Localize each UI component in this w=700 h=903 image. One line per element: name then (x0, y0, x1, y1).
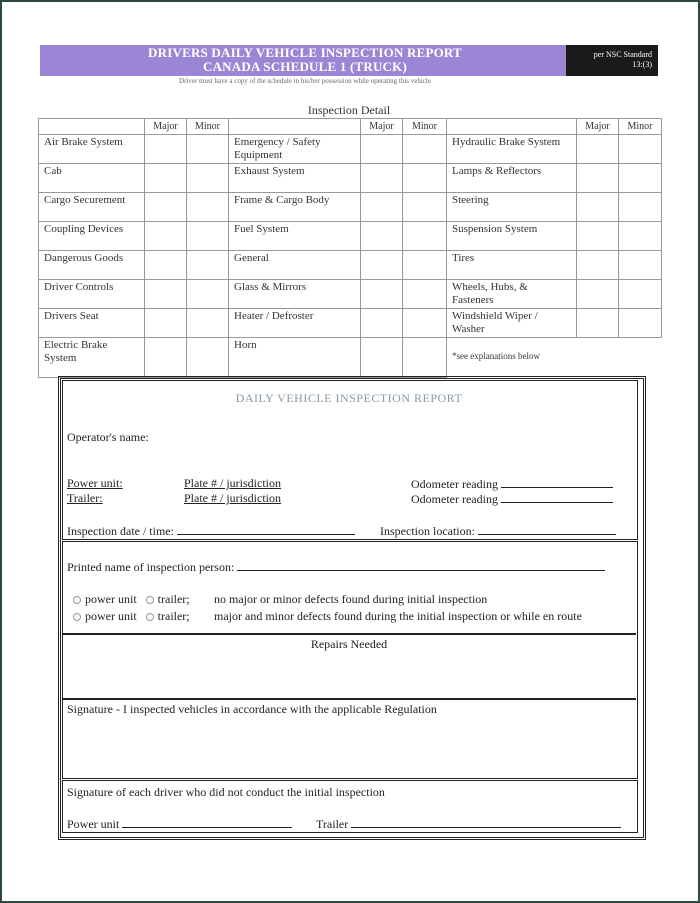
minor-checkbox[interactable] (619, 309, 662, 338)
minor-checkbox[interactable] (403, 309, 447, 338)
header-minor: Minor (403, 119, 447, 135)
table-row (39, 280, 662, 309)
item-label: Tires (447, 251, 577, 280)
option-no-defects[interactable] (73, 592, 190, 606)
minor-checkbox[interactable] (403, 135, 447, 164)
odometer-label: Odometer reading (411, 477, 498, 491)
item-label: Heater / Defroster (229, 309, 361, 338)
option-defects-found-text: major and minor defects found during the initial inspection or while en route (214, 609, 582, 623)
odometer-blank (501, 476, 613, 488)
item-label: Drivers Seat (39, 309, 145, 338)
divider (62, 633, 636, 635)
trailer-odometer-field[interactable] (411, 491, 613, 506)
trailer-radio[interactable] (146, 596, 154, 604)
minor-checkbox[interactable] (187, 338, 229, 378)
table-row (39, 193, 662, 222)
repairs-needed-label: Repairs Needed (310, 637, 388, 651)
item-label: Windshield Wiper / Washer (447, 309, 577, 338)
major-checkbox[interactable] (577, 222, 619, 251)
location-blank (478, 523, 616, 535)
inspection-location-field[interactable] (380, 523, 616, 538)
odometer-blank (501, 491, 613, 503)
major-checkbox[interactable] (577, 309, 619, 338)
major-checkbox[interactable] (145, 193, 187, 222)
option-trailer-label: trailer; (157, 609, 190, 623)
minor-checkbox[interactable] (403, 193, 447, 222)
trailer-footer-label: Trailer (316, 817, 349, 831)
header-major: Major (145, 119, 187, 135)
odometer-label: Odometer reading (411, 492, 498, 506)
major-checkbox[interactable] (361, 280, 403, 309)
trailer-label: Trailer: (67, 491, 103, 505)
major-checkbox[interactable] (145, 309, 187, 338)
divider (62, 698, 636, 700)
form-title: DAILY VEHICLE INSPECTION REPORT (235, 391, 463, 405)
minor-checkbox[interactable] (187, 280, 229, 309)
printed-name-blank (237, 559, 605, 571)
standard-line1: per NSC Standard (593, 50, 652, 59)
date-blank (177, 523, 355, 535)
minor-checkbox[interactable] (619, 164, 662, 193)
header-cell (447, 119, 577, 135)
header-minor: Minor (619, 119, 662, 135)
inspection-detail-table (38, 118, 662, 378)
minor-checkbox[interactable] (403, 338, 447, 378)
option-power-unit-label: power unit (85, 609, 137, 623)
minor-checkbox[interactable] (619, 222, 662, 251)
item-label: General (229, 251, 361, 280)
minor-checkbox[interactable] (619, 135, 662, 164)
item-label: Frame & Cargo Body (229, 193, 361, 222)
major-checkbox[interactable] (145, 135, 187, 164)
signature-label: Signature - I inspected vehicles in accordance with the applicable Regulation (67, 702, 437, 716)
header-cell (39, 119, 145, 135)
minor-checkbox[interactable] (187, 222, 229, 251)
header-title-line1: DRIVERS DAILY VEHICLE INSPECTION REPORT (148, 45, 462, 60)
header-minor: Minor (187, 119, 229, 135)
table-row (39, 251, 662, 280)
header-subnote: Driver must have a copy of the schedule in his/her possession while operating this vehicle (179, 77, 431, 85)
item-label: Coupling Devices (39, 222, 145, 251)
major-checkbox[interactable] (145, 280, 187, 309)
report-header (40, 45, 658, 76)
major-checkbox[interactable] (361, 309, 403, 338)
inspection-date-field[interactable] (67, 523, 355, 538)
trailer-plate-field[interactable]: Plate # / jurisdiction (184, 491, 281, 505)
major-checkbox[interactable] (577, 135, 619, 164)
minor-checkbox[interactable] (403, 222, 447, 251)
option-no-defects-text: no major or minor defects found during initial inspection (214, 592, 488, 606)
standard-label (566, 45, 658, 76)
item-label: Driver Controls (39, 280, 145, 309)
item-label: Suspension System (447, 222, 577, 251)
major-checkbox[interactable] (145, 251, 187, 280)
minor-checkbox[interactable] (403, 280, 447, 309)
minor-checkbox[interactable] (619, 280, 662, 309)
item-label: Wheels, Hubs, & Fasteners (447, 280, 577, 309)
major-checkbox[interactable] (577, 164, 619, 193)
inspection-date-label: Inspection date / time: (67, 524, 174, 538)
inspection-detail-title: Inspection Detail (307, 103, 391, 117)
table-row (39, 135, 662, 164)
header-major: Major (577, 119, 619, 135)
option-defects-found[interactable] (73, 609, 190, 623)
major-checkbox[interactable] (145, 164, 187, 193)
major-checkbox[interactable] (361, 193, 403, 222)
table-row (39, 338, 662, 378)
trailer-footer-field[interactable] (316, 816, 621, 831)
major-checkbox[interactable] (577, 280, 619, 309)
minor-checkbox[interactable] (403, 251, 447, 280)
item-label: Exhaust System (229, 164, 361, 193)
minor-checkbox[interactable] (403, 164, 447, 193)
major-checkbox[interactable] (145, 222, 187, 251)
minor-checkbox[interactable] (187, 193, 229, 222)
item-label: Cab (39, 164, 145, 193)
item-label: Lamps & Reflectors (447, 164, 577, 193)
printed-name-field[interactable] (67, 559, 605, 574)
power-unit-footer-blank (122, 816, 292, 828)
major-checkbox[interactable] (361, 164, 403, 193)
header-title-line2: CANADA SCHEDULE 1 (TRUCK) (203, 59, 407, 74)
operator-name-label: Operator's name: (67, 430, 149, 444)
minor-checkbox[interactable] (187, 251, 229, 280)
item-label: Glass & Mirrors (229, 280, 361, 309)
minor-checkbox[interactable] (619, 193, 662, 222)
standard-line2: 13:(3) (632, 60, 652, 69)
table-header-row (39, 119, 662, 135)
inspection-result-section (62, 541, 638, 779)
minor-checkbox[interactable] (187, 309, 229, 338)
power-unit-radio[interactable] (73, 613, 81, 621)
table-row (39, 164, 662, 193)
signature-each-driver-label: Signature of each driver who did not conduct the initial inspection (67, 785, 385, 799)
trailer-radio[interactable] (146, 613, 154, 621)
trailer-footer-blank (351, 816, 621, 828)
item-label: Steering (447, 193, 577, 222)
item-label: Fuel System (229, 222, 361, 251)
power-unit-footer-label: Power unit (67, 817, 120, 831)
printed-name-label: Printed name of inspection person: (67, 560, 235, 574)
item-label: Horn (229, 338, 361, 378)
item-label: Cargo Securement (39, 193, 145, 222)
table-row (39, 222, 662, 251)
power-unit-footer-field[interactable] (67, 816, 292, 831)
major-checkbox[interactable] (577, 193, 619, 222)
power-unit-odometer-field[interactable] (411, 476, 613, 491)
power-unit-radio[interactable] (73, 596, 81, 604)
major-checkbox[interactable] (361, 135, 403, 164)
header-major: Major (361, 119, 403, 135)
minor-checkbox[interactable] (619, 251, 662, 280)
power-unit-label: Power unit: (67, 476, 123, 490)
power-unit-plate-field[interactable]: Plate # / jurisdiction (184, 476, 281, 490)
major-checkbox[interactable] (145, 338, 187, 378)
major-checkbox[interactable] (361, 222, 403, 251)
item-label: Dangerous Goods (39, 251, 145, 280)
item-label: Electric Brake System (39, 338, 145, 378)
minor-checkbox[interactable] (187, 135, 229, 164)
item-label: Emergency / Safety Equipment (229, 135, 361, 164)
item-label: Air Brake System (39, 135, 145, 164)
minor-checkbox[interactable] (187, 164, 229, 193)
option-power-unit-label: power unit (85, 592, 137, 606)
header-cell (229, 119, 361, 135)
major-checkbox[interactable] (361, 251, 403, 280)
major-checkbox[interactable] (361, 338, 403, 378)
option-trailer-label: trailer; (157, 592, 190, 606)
inspection-location-label: Inspection location: (380, 524, 475, 538)
header-title (40, 46, 570, 74)
table-row (39, 309, 662, 338)
major-checkbox[interactable] (577, 251, 619, 280)
item-label: Hydraulic Brake System (447, 135, 577, 164)
explanations-note: *see explanations below (447, 338, 662, 378)
